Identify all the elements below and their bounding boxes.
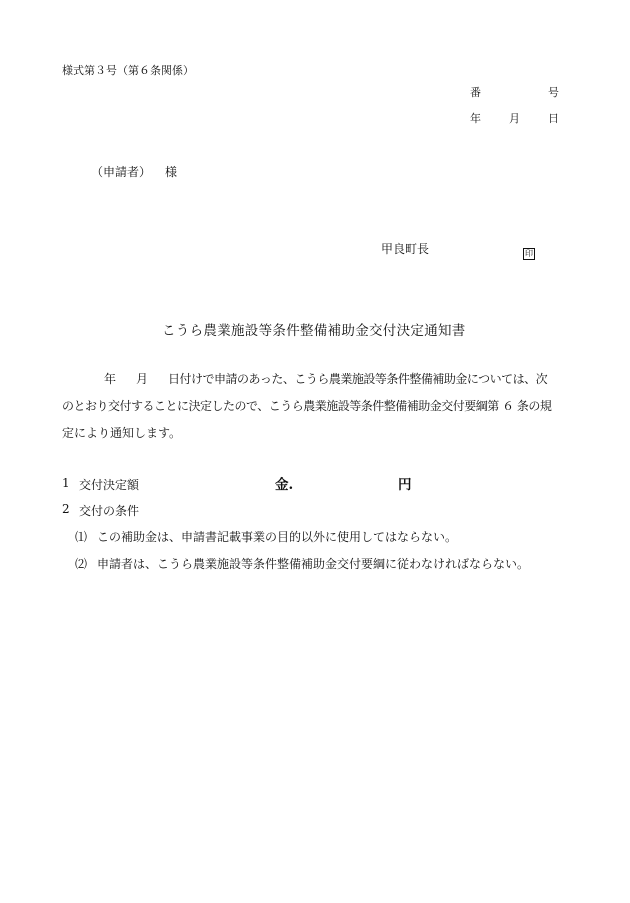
body-line-3: 定により通知します。 <box>62 426 182 440</box>
applicant-label: （申請者） <box>91 165 152 179</box>
form-number: 様式第３号（第６条関係） <box>62 64 194 77</box>
document-title: こうら農業施設等条件整備補助金交付決定通知書 <box>162 323 466 339</box>
date-day-label: 日 <box>548 112 559 125</box>
body-line-2: のとおり交付することに決定したので、こうら農業施設等条件整備補助金交付要綱第 ６ 条の規 <box>62 399 552 413</box>
item-1-label: 交付決定額 <box>79 478 140 492</box>
honorific-sama: 様 <box>165 165 178 179</box>
condition-2-text: 申請者は、こうら農業施設等条件整備補助金交付要綱に従わなければならない。 <box>97 557 530 571</box>
body-year-label: 年 <box>104 372 117 386</box>
date-year-label: 年 <box>470 112 481 125</box>
reference-number-label-go: 号 <box>548 86 559 99</box>
body-month-label: 月 <box>136 372 149 386</box>
body-line-1: 日付けで申請のあった、こうら農業施設等条件整備補助金については、次 <box>168 372 548 386</box>
condition-1-text: この補助金は、申請書記載事業の目的以外に使用してはならない。 <box>97 530 458 544</box>
item-1-number: 1 <box>62 476 70 490</box>
amount-kin: 金. <box>275 477 294 493</box>
issuer-name: 甲良町長 <box>381 242 430 256</box>
condition-1-number: ⑴ <box>75 530 88 544</box>
condition-2-number: ⑵ <box>75 557 88 571</box>
item-2-number: 2 <box>62 502 70 516</box>
amount-yen: 円 <box>398 477 412 493</box>
date-month-label: 月 <box>509 112 520 125</box>
reference-number-label-ban: 番 <box>470 86 481 99</box>
seal-mark: 印 <box>525 249 533 258</box>
item-2-label: 交付の条件 <box>79 504 140 518</box>
